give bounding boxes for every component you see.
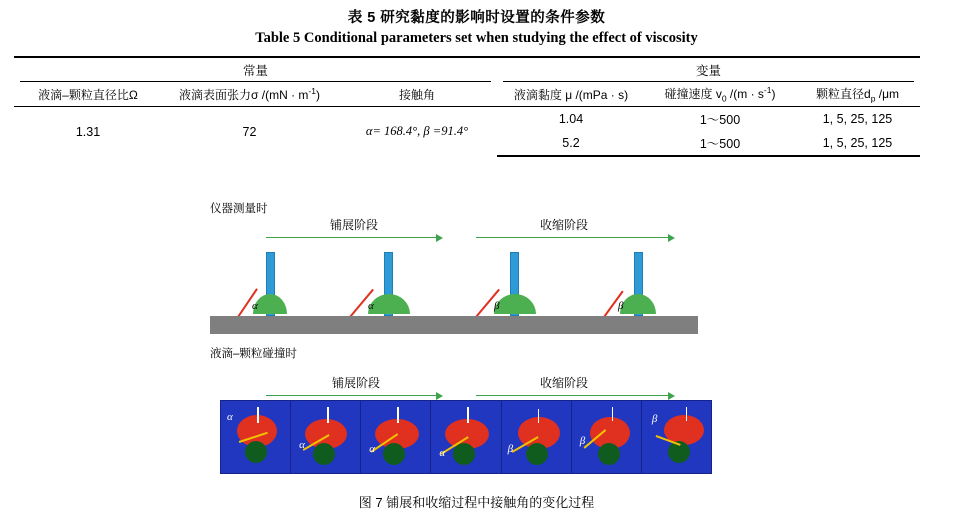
panel-b-shrink-arrow-line [476, 395, 668, 396]
col-header-particle-diameter: 颗粒直径$d_p$ /μm [795, 82, 920, 107]
cell-velocity: 1～500 [699, 113, 741, 128]
particle-shape [383, 443, 405, 465]
sequence-frame [431, 401, 501, 473]
velocity-arrow [397, 407, 399, 423]
panel-b-collision-sequence [220, 400, 712, 474]
table-group-header-row [14, 57, 920, 82]
cell-surface-tension: 72 [242, 124, 257, 139]
panel-b-label: 液滴–颗粒碰撞时 [210, 348, 297, 360]
col-header-contact-angle: 接触角 [337, 82, 497, 107]
col-header-viscosity: 液滴黏度 μ /(mPa · s) [497, 82, 645, 107]
cell-particle-diameter: 1, 5, 25, 125 [822, 112, 893, 127]
substrate-bar [210, 316, 698, 334]
sequence-frame [642, 401, 711, 473]
panel-a-label: 仪器测量时 [210, 203, 268, 215]
velocity-arrow [467, 407, 469, 423]
angle-label-a4: β [618, 300, 624, 312]
droplet-shape [494, 294, 536, 314]
angle-label-b4: α [439, 447, 446, 459]
particle-shape [245, 441, 267, 463]
velocity-arrow [257, 407, 259, 423]
table-row [14, 107, 920, 132]
angle-label-b2: α [299, 439, 305, 451]
cell-viscosity: 1.04 [558, 112, 584, 127]
velocity-arrow [612, 407, 614, 421]
cell-contact-angle: α= 168.4°, β =91.4° [365, 124, 469, 139]
panel-b-shrink-label: 收缩阶段 [540, 376, 589, 390]
angle-label-b1: α [227, 411, 233, 423]
sequence-frame [221, 401, 291, 473]
velocity-arrow [327, 407, 329, 423]
droplet-shape [253, 294, 287, 314]
table-caption-chinese: 表 5 研究黏度的影响时设置的条件参数 [347, 10, 606, 26]
sequence-frame [502, 401, 572, 473]
cell-viscosity: 5.2 [497, 131, 645, 156]
cell-particle-diameter: 1, 5, 25, 125 [795, 131, 920, 156]
droplet-shape [620, 294, 656, 314]
cell-velocity: 1～500 [645, 131, 795, 156]
angle-label-a2: α [368, 300, 374, 312]
sequence-frame [291, 401, 361, 473]
panel-b-shrink-arrow-head [668, 392, 675, 400]
sequence-frame [361, 401, 431, 473]
angle-label-b5: β [507, 443, 514, 455]
table-column-header-row [14, 82, 920, 107]
velocity-arrow [538, 409, 540, 423]
group-header-constants: 常量 [14, 57, 497, 82]
figure-caption: 图 7 铺展和收缩过程中接触角的变化过程 [358, 495, 595, 510]
panel-a-spread-label: 铺展阶段 [330, 218, 379, 232]
angle-label-b3: α [369, 443, 376, 455]
angle-label-b7: β [651, 413, 658, 425]
group-header-variables: 变量 [497, 57, 920, 82]
col-header-diameter-ratio: 液滴–颗粒直径比Ω [14, 82, 162, 107]
panel-b-spread-arrow-line [266, 395, 436, 396]
table-5 [14, 56, 920, 157]
col-header-surface-tension: 液滴表面张力σ $/(mN \cdot m^{-1})$ [162, 82, 337, 107]
col-header-velocity: 碰撞速度 $v_0$ $/(m \cdot s^{-1})$ [645, 82, 795, 107]
angle-label-a1: α [252, 300, 258, 312]
figure-7 [0, 192, 953, 482]
particle-shape [598, 443, 620, 465]
particle-shape [453, 443, 475, 465]
panel-a-shrink-label: 收缩阶段 [540, 218, 589, 232]
table-caption-english: Table 5 Conditional parameters set when studying the effect of viscosity [255, 30, 698, 46]
sequence-frame [572, 401, 642, 473]
angle-label-a3: β [494, 300, 500, 312]
particle-shape [526, 443, 548, 465]
droplet-shape [368, 294, 410, 314]
angle-label-b6: β [579, 435, 586, 447]
panel-b-spread-label: 铺展阶段 [332, 376, 381, 390]
velocity-arrow [686, 407, 688, 421]
particle-shape [313, 443, 335, 465]
panel-b-spread-arrow-head [436, 392, 443, 400]
panel-a-instrument-diagram [210, 220, 698, 330]
cell-diameter-ratio: 1.31 [75, 124, 101, 139]
